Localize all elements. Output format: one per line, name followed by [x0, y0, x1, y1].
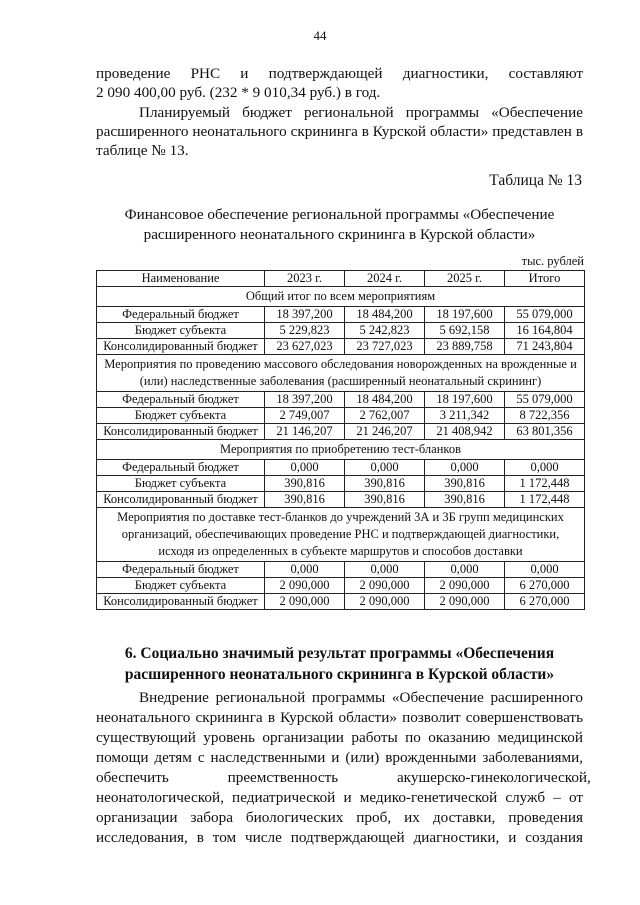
cell-2025: 2 090,000 [425, 594, 505, 610]
budget-plan-paragraph [96, 103, 583, 160]
text-line: Планируемый бюджет региональной программы «Обеспечение [139, 104, 583, 121]
text-line: существующий уровень организации работы по оказанию медицинской [96, 729, 583, 746]
table-header-row [97, 271, 585, 287]
row-label: Федеральный бюджет [97, 307, 265, 323]
table-unit: тыс. рублей [521, 254, 584, 268]
cell-2023: 390,816 [265, 476, 345, 492]
cell-2025: 18 197,600 [425, 307, 505, 323]
cell-total: 63 801,356 [505, 424, 585, 440]
cell-2025: 0,000 [425, 460, 505, 476]
section-row [97, 440, 585, 460]
heading-line: 6. Социально значимый результат программы «Обеспечения [124, 645, 555, 662]
cell-2025: 390,816 [425, 492, 505, 508]
text-line: таблице № 13. [96, 142, 189, 159]
section-title: Мероприятия по доставке тест-бланков до учреждений 3А и 3Б групп медицинских организаций, обеспечивающих проведение РНС и подтверждающей диагностики, исходя из определенных в субъекте маршрутов и способов доставки [97, 508, 585, 562]
cell-2025: 18 197,600 [425, 392, 505, 408]
text-line: неонатологической, педиатрической и медико-генетической служб – от [96, 789, 583, 806]
table-row [97, 476, 585, 492]
cell-2023: 0,000 [265, 562, 345, 578]
col-header-name: Наименование [97, 271, 265, 287]
cell-2024: 21 246,207 [345, 424, 425, 440]
cell-total: 16 164,804 [505, 323, 585, 339]
cell-2023: 18 397,200 [265, 392, 345, 408]
cell-2023: 18 397,200 [265, 307, 345, 323]
cell-2024: 2 762,007 [345, 408, 425, 424]
cell-2024: 390,816 [345, 476, 425, 492]
cell-2024: 2 090,000 [345, 594, 425, 610]
cell-total: 1 172,448 [505, 476, 585, 492]
text-line: организации забора биологических проб, их доставки, проведения [96, 809, 583, 826]
table-row [97, 562, 585, 578]
cell-2024: 5 242,823 [345, 323, 425, 339]
cell-2024: 0,000 [345, 460, 425, 476]
col-header-2024: 2024 г. [345, 271, 425, 287]
cell-2024: 23 727,023 [345, 339, 425, 355]
cell-total: 0,000 [505, 460, 585, 476]
cell-total: 71 243,804 [505, 339, 585, 355]
col-header-2023: 2023 г. [265, 271, 345, 287]
text-line: исследования, в том числе подтверждающей диагностики, и создания [96, 829, 583, 846]
cell-total: 55 079,000 [505, 392, 585, 408]
text-line: 2 090 400,00 руб. (232 * 9 010,34 руб.) в год. [96, 84, 381, 101]
cell-2025: 390,816 [425, 476, 505, 492]
row-label: Бюджет субъекта [97, 323, 265, 339]
row-label: Консолидированный бюджет [97, 594, 265, 610]
intro-paragraph [96, 64, 583, 102]
table-title-line: Финансовое обеспечение региональной программы «Обеспечение [124, 206, 555, 223]
heading-line: расширенного неонатального скрининга в Курской области» [124, 666, 555, 683]
row-label: Федеральный бюджет [97, 460, 265, 476]
text-line: расширенного неонатального скрининга в Курской области» представлен в [96, 123, 583, 140]
text-line: помощи детям с наследственными и (или) врожденными заболеваниями, [96, 749, 583, 766]
cell-2025: 3 211,342 [425, 408, 505, 424]
cell-2024: 390,816 [345, 492, 425, 508]
cell-2023: 2 090,000 [265, 578, 345, 594]
cell-2023: 5 229,823 [265, 323, 345, 339]
section-row [97, 508, 585, 562]
financial-table [96, 270, 585, 610]
cell-total: 8 722,356 [505, 408, 585, 424]
section-title: Мероприятия по проведению массового обследования новорожденных на врожденные и (или) наследственные заболевания (расширенный неонатальный скрининг) [97, 355, 585, 392]
table-row [97, 594, 585, 610]
table-row [97, 492, 585, 508]
col-header-total: Итого [505, 271, 585, 287]
table-row [97, 578, 585, 594]
cell-2024: 0,000 [345, 562, 425, 578]
cell-2025: 23 889,758 [425, 339, 505, 355]
cell-2023: 390,816 [265, 492, 345, 508]
section-row [97, 287, 585, 307]
cell-total: 6 270,000 [505, 594, 585, 610]
row-label: Бюджет субъекта [97, 476, 265, 492]
section-row [97, 355, 585, 392]
cell-total: 6 270,000 [505, 578, 585, 594]
row-label: Консолидированный бюджет [97, 424, 265, 440]
table-row [97, 424, 585, 440]
section-title: Общий итог по всем мероприятиям [97, 287, 585, 307]
table-row [97, 392, 585, 408]
cell-2023: 2 090,000 [265, 594, 345, 610]
cell-total: 55 079,000 [505, 307, 585, 323]
row-label: Федеральный бюджет [97, 562, 265, 578]
row-label: Консолидированный бюджет [97, 492, 265, 508]
row-label: Бюджет субъекта [97, 408, 265, 424]
cell-2023: 23 627,023 [265, 339, 345, 355]
page-number: 44 [313, 28, 327, 43]
table-row [97, 323, 585, 339]
text-line: обеспечить преемственность акушерско-гинекологической, [96, 769, 591, 786]
section-6-heading [96, 643, 583, 685]
cell-2024: 18 484,200 [345, 392, 425, 408]
cell-2024: 2 090,000 [345, 578, 425, 594]
table-title-line: расширенного неонатального скрининга в Курской области» [143, 226, 536, 243]
cell-2025: 5 692,158 [425, 323, 505, 339]
body-paragraph [96, 688, 591, 848]
text-line: Внедрение региональной программы «Обеспечение расширенного [139, 689, 583, 706]
table-row [97, 307, 585, 323]
cell-2025: 2 090,000 [425, 578, 505, 594]
cell-2025: 21 408,942 [425, 424, 505, 440]
table-row [97, 339, 585, 355]
table-row [97, 408, 585, 424]
cell-2025: 0,000 [425, 562, 505, 578]
cell-2023: 2 749,007 [265, 408, 345, 424]
text-line: неонатального скрининга в Курской области» позволит совершенствовать [96, 709, 583, 726]
row-label: Консолидированный бюджет [97, 339, 265, 355]
section-title: Мероприятия по приобретению тест-бланков [97, 440, 585, 460]
cell-2023: 0,000 [265, 460, 345, 476]
table-number: Таблица № 13 [489, 172, 582, 189]
table-title [96, 205, 583, 245]
row-label: Бюджет субъекта [97, 578, 265, 594]
table-row [97, 460, 585, 476]
row-label: Федеральный бюджет [97, 392, 265, 408]
cell-2023: 21 146,207 [265, 424, 345, 440]
cell-total: 1 172,448 [505, 492, 585, 508]
cell-total: 0,000 [505, 562, 585, 578]
col-header-2025: 2025 г. [425, 271, 505, 287]
cell-2024: 18 484,200 [345, 307, 425, 323]
text-line: проведение РНС и подтверждающей диагностики, составляют [96, 65, 583, 82]
